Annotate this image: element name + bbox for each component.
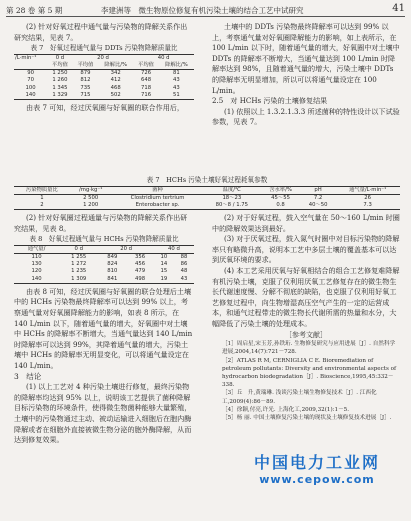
table-cell: 479 <box>134 268 146 275</box>
table-cell: 1 200 <box>83 202 99 208</box>
table-header-cell: 0 d <box>74 245 83 252</box>
table-cell: 110 <box>31 253 42 260</box>
table-cell: 140 <box>25 91 36 98</box>
table-cell: 19 <box>160 275 168 282</box>
table-cell: 1 345 <box>52 84 68 91</box>
table-row <box>14 92 194 100</box>
table-cell: 40～50 <box>308 202 328 208</box>
paragraph: 土壤中的 DDTs 污染物最终降解率可以达到 99% 以上，考察通气量对好氧圈降解能力的影响，如上表所示，在 100 L/min 以下时，随着通气量的增大，好氧圈中对土壤中 DDTs 的降解率不断增大，当通气量达到 100 L/min 时降解率达到 98%，且随着通气量的增大，污染土壤中 DDTs 的降解率无明显增加，所以可以将通气量设定在 100 L/min。 <box>212 22 400 95</box>
table-header-cell: 20 d <box>120 245 133 252</box>
table-cell: 43 <box>173 77 180 84</box>
table-row <box>14 70 194 78</box>
table-header-cell: /L·min⁻¹ <box>15 54 37 61</box>
table-cell: 1 255 <box>71 253 87 260</box>
table-cell: 140 <box>31 275 42 282</box>
table-hchs-aeration <box>14 245 194 284</box>
reference-item: ［5］杨 丽. 中国土壤修复污染土壤的现状及土壤修复技术进展［J］. <box>222 414 392 421</box>
table-cell: 726 <box>140 70 152 77</box>
table-header-cell: 温度/℃ <box>222 186 241 193</box>
reference-item: ［4］徐颖,付亮,许光. 上海化工,2009,32(1):1－5. <box>222 406 350 413</box>
header-volume: 第 28 卷 第 5 期 <box>6 6 63 15</box>
paragraph: (3) 对于厌氧过程，鼓入氮气时圈中对目标污染物的降解率只有略微升高，说明本工艺中多层土壤的覆盖基本可以达到厌氧环境的要求。 <box>212 234 400 265</box>
table-cell: 812 <box>80 77 91 84</box>
right-column-lower <box>212 213 400 422</box>
table-header-cell: pH <box>314 186 322 193</box>
paragraph: (2) 对于好氧过程，鼓入空气量在 50～160 L/min 时圈中的降解效果达到最好。 <box>212 213 400 233</box>
table-cell: 841 <box>107 275 118 282</box>
table-cell: 849 <box>107 253 118 260</box>
references-heading: ［参考文献］ <box>285 330 327 339</box>
table-header-cell: 通气量/L·min⁻¹ <box>349 186 387 193</box>
table-row <box>14 194 400 202</box>
table-row <box>14 253 194 261</box>
section-heading: 3 结论 <box>14 371 42 381</box>
table-header-cell: 平均值 <box>77 61 94 68</box>
table-header-cell: 污染物质量比 <box>25 186 58 193</box>
table-cell: 120 <box>31 268 42 275</box>
table-cell: 648 <box>140 77 152 84</box>
table-header-cell: 平均值 <box>51 61 68 68</box>
table-row <box>14 268 194 275</box>
table-cell: 498 <box>134 275 146 282</box>
paragraph: 由表 7 可知，经过厌氧圈与好氧圈的联合作用后， <box>26 103 184 112</box>
paragraph: (1) 依照以上 1.3.2.1.3.3 所述菌种的特性设计以下试验参数，见表 7。 <box>212 106 400 127</box>
left-column <box>14 22 194 114</box>
table-header-cell: 降解比/% <box>104 61 128 68</box>
table-cell: 810 <box>107 268 118 275</box>
table-header-cell: 40 d <box>157 54 170 61</box>
table-header-cell: 0 d <box>55 54 65 61</box>
table-header-cell: 通气量/ <box>27 245 46 252</box>
table-cell: 43 <box>180 275 188 282</box>
table-cell: 51 <box>173 91 180 98</box>
table-cell: 86 <box>180 261 188 268</box>
paragraph: (2) 针对好氧圈过程通量与污染物的降解关系作出研究结果，见表 8。 <box>14 213 188 233</box>
table-row <box>14 85 194 92</box>
table-cell: 0.8 <box>276 202 285 208</box>
table-header-cell: 平均值 <box>138 61 154 68</box>
table-cell: 48 <box>180 268 188 275</box>
watermark-url: www.cepow.com <box>259 473 375 486</box>
table-row <box>14 261 194 268</box>
reference-item: ［2］ATLAS R M, CERNIGLIA C E. Bioremediation of petroleum pollutants: Diversity and environmental aspects of hydrocarbon biodegradation［J］. Bioscience,1995,45:332－338. <box>222 357 397 389</box>
table-cell: 735 <box>80 84 91 91</box>
table-ddts-aeration <box>14 54 194 100</box>
table-header-cell: /mg·kg⁻¹ <box>79 186 103 193</box>
running-header <box>6 3 405 17</box>
table-cell: 15 <box>160 268 168 275</box>
table-cell: 456 <box>134 261 146 268</box>
table-cell: 70 <box>27 77 34 84</box>
table-cell: 14 <box>160 261 168 268</box>
reference-item: ［1］周启星,宋玉芳,孙铁珩. 生物修复研究与应用进展［J］. 自然科学进展,2004,14(7):721－728. <box>222 341 396 356</box>
table-cell: 824 <box>107 261 118 268</box>
table-hchs-params <box>14 186 400 211</box>
table-cell: 1 260 <box>52 77 68 84</box>
table-cell: 716 <box>140 91 152 98</box>
table-cell: 2 500 <box>83 194 99 201</box>
table-cell: Enterobacter sp. <box>135 202 180 208</box>
table-header-cell: 含水率/% <box>269 186 292 193</box>
table-cell: 1 309 <box>71 275 87 282</box>
table-cell: 1 272 <box>71 261 87 268</box>
table-cell: 1 <box>40 194 44 201</box>
table-cell: 130 <box>31 261 42 268</box>
reference-item: ［3］丘 升,黄瑞琳. 浅谈污染土壤生物修复技术［J］. 江西化工,2009(4):86－89. <box>222 390 377 405</box>
table-row <box>14 276 194 284</box>
wide-table-block <box>14 175 400 210</box>
table-cell: 468 <box>110 84 121 91</box>
header-article-title: 李建洲等 微生物原位修复有机污染土壤的结合工艺中试研究 <box>101 6 304 15</box>
header-rule <box>6 16 405 17</box>
table-caption: 表 7 好氧过程通气量与 DDTs 污染物降解质量比 <box>30 44 178 53</box>
table-cell: 100 <box>25 84 36 91</box>
table-cell: Clostridium tertrium <box>130 194 185 201</box>
table-cell: 10 <box>160 253 168 260</box>
table-cell: 2 <box>40 202 44 208</box>
table-cell: 1 235 <box>71 268 87 275</box>
watermark-title: 中国电力工业网 <box>253 453 380 472</box>
table-cell: 356 <box>134 253 146 260</box>
table-header-cell: 菌种 <box>152 186 163 193</box>
table-cell: 81 <box>173 70 180 77</box>
paragraph: 由表 8 可知，经过厌氧圈与好氧圈的联合处理后土壤中的 HCHs 污染物最终降解率可以达到 99% 以上，考察通气量对好氧圈降解能力的影响，如表 8 所示，在 140 L/min 以下，随着通气量的增大，好氧圈中对土壤中 HCHs 的降解率不断增大，当通气量达到 140 L/min 时降解率可以达到 99%，其降着通气量的增大，污染土壤中 HCHs 的降解率无明显变化，可以将通气量设定在 140 L/min。 <box>14 286 193 370</box>
table-header-cell: 20 d <box>97 54 109 61</box>
table-cell: 18～23 <box>222 194 242 201</box>
table-cell: 718 <box>140 84 152 91</box>
table-cell: 80～8 / 1.75 <box>215 202 248 208</box>
table-cell: 43 <box>173 84 180 91</box>
header-page-number: 41 <box>392 3 405 14</box>
table-cell: 879 <box>80 70 91 77</box>
table-row <box>14 202 400 210</box>
table-cell: 715 <box>80 91 91 98</box>
table-header-cell: 降解比/% <box>165 61 188 68</box>
table-cell: 45～55 <box>271 194 290 201</box>
table-header-cell: 40 d <box>168 245 180 252</box>
paragraph: (4) 本工艺采用厌氧与好氧相结合的组合工艺修复难降解有机污染土壤，克服了仅利用厌氧工艺修复存在的微生物生长代谢速度慢、分解不彻底的缺陷，也克服了仅利用好氧工艺修复过程中，向生物增湿高压空气产生的一定的运营成本，和通气过程带走的微生物长代谢所需的热量和水分，大幅降低了污染土壤的处理成本。 <box>212 265 400 328</box>
left-column-lower <box>14 213 194 446</box>
table-cell: 88 <box>180 253 188 260</box>
table-cell: 1 250 <box>52 70 68 77</box>
table-caption: 表 8 好氧过程通气量与 HCHs 污染物降解质量比 <box>29 235 179 244</box>
table-caption: 表 7 HCHs 污染土壤好氧过程耗氧参数 <box>146 176 268 184</box>
table-cell: 26 <box>364 194 371 201</box>
table-cell: 502 <box>110 91 121 98</box>
table-cell: 1 329 <box>52 91 68 98</box>
right-column <box>212 22 400 128</box>
table-cell: 7.3 <box>363 202 372 208</box>
table-cell: 90 <box>27 70 34 77</box>
table-cell: 7.2 <box>313 194 323 201</box>
table-cell: 342 <box>110 70 121 77</box>
paragraph: (1) 以上工艺对 4 种污染土壤进行修复，最终污染物的降解率均达到 95% 以上，说明该工艺提供了菌种降解目标污染物的环境条件，使得微生物菌种能够大量繁殖，土壤中的污染物通过主动、被动运输进入细胞后在胞内酶降解或者在细胞外直接被微生物分泌的胞外酶降解，从而达到修复效果。 <box>14 382 192 445</box>
table-cell: 412 <box>110 77 121 84</box>
site-watermark <box>232 450 402 486</box>
paragraph: (2) 针对好氧过程中通气量与污染物的降解关系作出研究结果，见表 7。 <box>14 22 188 42</box>
table-row <box>14 77 194 84</box>
section-heading: 2.5 对 HCHs 污染的土壤修复结果 <box>212 96 328 106</box>
